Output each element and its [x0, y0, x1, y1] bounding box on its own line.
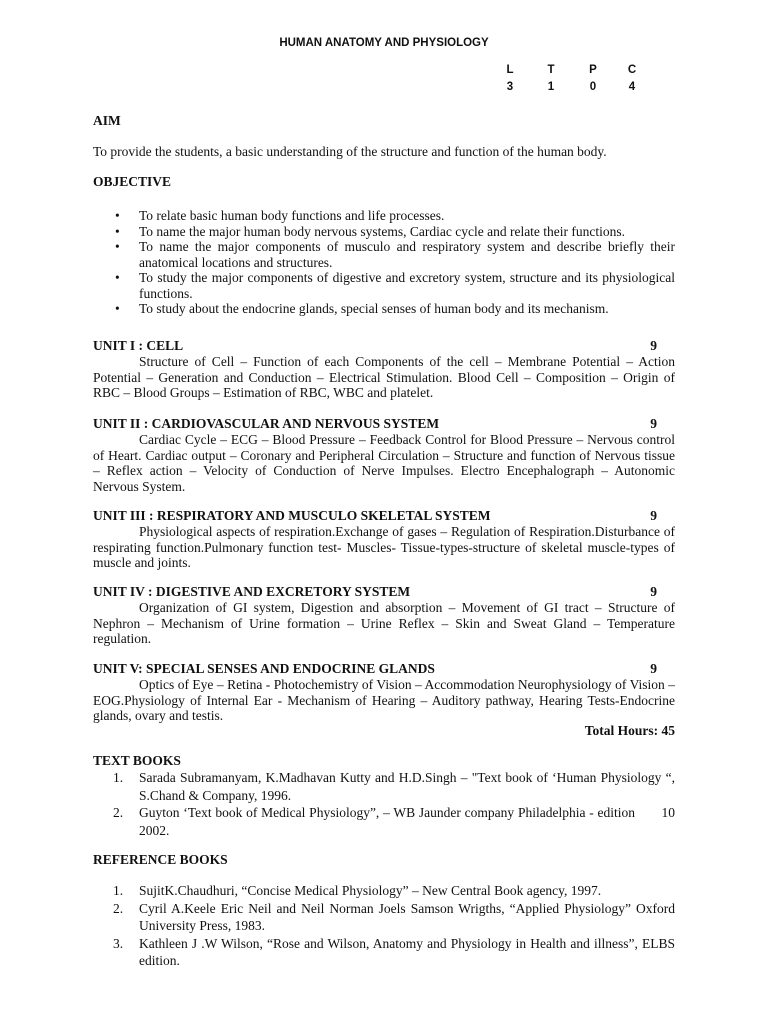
reference-books-list — [93, 882, 675, 970]
item-number: 2. — [113, 900, 124, 916]
item-number: 1. — [113, 883, 124, 898]
item-text: SujitK.Chaudhuri, “Concise Medical Physiology” – New Central Book agency, 1997. — [139, 883, 602, 898]
unit-4 — [93, 584, 675, 647]
item-text: Guyton ‘Text book of Medical Physiology”, – WB Jaunder company Philadelphia - edition 2002. — [139, 805, 635, 838]
unit-content: Cardiac Cycle – ECG – Blood Pressure – Feedback Control for Blood Pressure – Nervous control of Heart. Cardiac output – Coronary and Peripheral Circulation – Structure and function of Nervous tissue – Reflex action – Velocity of Conduction of Nerve Impulses. Electro Encephalograph – Autonomic Nervous System. — [93, 432, 675, 494]
ltpc-value-c: 4 — [628, 81, 636, 93]
objective-item: • To name the major human body nervous systems, Cardiac cycle and relate their functions. — [93, 224, 675, 240]
item-text: Cyril A.Keele Eric Neil and Neil Norman Joels Samson Wrigths, “Applied Physiology” Oxford University Press, 1983. — [139, 900, 675, 933]
text-books-list — [93, 769, 675, 839]
unit-content: Organization of GI system, Digestion and absorption – Movement of GI tract – Structure of Nephron – Mechanism of Urine formation – Urine Reflex – Skin and Sweat Gland – Temperature regulation. — [93, 600, 675, 646]
ltpc-value-l: 3 — [506, 81, 514, 93]
ltpc-header-p: P — [589, 64, 597, 76]
objective-item: • To study the major components of digestive and excretory system, structure and its physiological functions. — [93, 270, 675, 301]
objective-item: • To study about the endocrine glands, special senses of human body and its mechanism. — [93, 301, 675, 317]
unit-title: UNIT IV : DIGESTIVE AND EXCRETORY SYSTEM — [93, 584, 411, 599]
item-number: 3. — [113, 935, 124, 951]
ltpc-value-t: 1 — [547, 81, 555, 93]
unit-hours: 9 — [650, 416, 657, 431]
objective-item: • To name the major components of musculo and respiratory system and describe briefly their anatomical locations and structures. — [93, 239, 675, 270]
item-text: Kathleen J .W Wilson, “Rose and Wilson, Anatomy and Physiology in Health and illness”, ELBS edition. — [139, 935, 675, 968]
unit-hours: 9 — [650, 508, 657, 523]
unit-content: Optics of Eye – Retina - Photochemistry of Vision – Accommodation Neurophysiology of Vision – EOG.Physiology of Internal Ear - Mechanism of Hearing – Auditory pathway, Hearing Tests-Endocrine glands, ovary and testis. — [93, 677, 675, 723]
ltpc-value-p: 0 — [589, 81, 597, 93]
unit-content: Structure of Cell – Function of each Components of the cell – Membrane Potential – Action Potential – Generation and Conduction – Electrical Stimulation. Blood Cell – Composition – Origin of RBC – Blood Groups – Estimation of RBC, WBC and platelet. — [93, 354, 675, 400]
item-number: 2. — [113, 805, 124, 820]
item-right-number: 10 — [661, 805, 675, 820]
total-hours: Total Hours: 45 — [584, 723, 675, 738]
unit-hours: 9 — [650, 584, 657, 599]
text-book-item — [93, 769, 675, 804]
ltpc-header-t: T — [547, 64, 555, 76]
unit-title: UNIT II : CARDIOVASCULAR AND NERVOUS SYSTEM — [93, 416, 440, 431]
objective-item: • To relate basic human body functions and life processes. — [93, 208, 675, 224]
reference-book-item — [93, 935, 675, 970]
page-title: HUMAN ANATOMY AND PHYSIOLOGY — [279, 37, 489, 49]
reference-book-item — [93, 900, 675, 935]
text-book-item — [93, 804, 675, 839]
unit-3 — [93, 508, 675, 571]
unit-title: UNIT V: SPECIAL SENSES AND ENDOCRINE GLANDS — [93, 661, 435, 676]
item-text: Sarada Subramanyam, K.Madhavan Kutty and H.D.Singh – "Text book of ‘Human Physiology “, S.Chand & Company, 1996. — [139, 770, 675, 803]
unit-1 — [93, 338, 675, 401]
objective-list — [93, 208, 675, 317]
ltpc-header-c: C — [627, 64, 637, 76]
unit-5 — [93, 661, 675, 724]
unit-2 — [93, 416, 675, 494]
unit-hours: 9 — [650, 661, 657, 676]
aim-heading: AIM — [93, 113, 121, 128]
reference-books-heading: REFERENCE BOOKS — [93, 852, 228, 867]
text-books-heading: TEXT BOOKS — [93, 753, 181, 768]
unit-content: Physiological aspects of respiration.Exchange of gases – Regulation of Respiration.Disturbance of respirating function.Pulmonary function test- Muscles- Tissue-types-structure of skeletal muscle-types of muscle and joints. — [93, 524, 675, 570]
aim-text: To provide the students, a basic understanding of the structure and function of the human body. — [93, 144, 607, 159]
reference-book-item — [93, 882, 675, 900]
unit-title: UNIT I : CELL — [93, 338, 184, 353]
unit-hours: 9 — [650, 338, 657, 353]
item-number: 1. — [113, 770, 124, 785]
objective-heading: OBJECTIVE — [93, 174, 172, 189]
ltpc-header-l: L — [506, 64, 514, 76]
unit-title: UNIT III : RESPIRATORY AND MUSCULO SKELETAL SYSTEM — [93, 508, 491, 523]
